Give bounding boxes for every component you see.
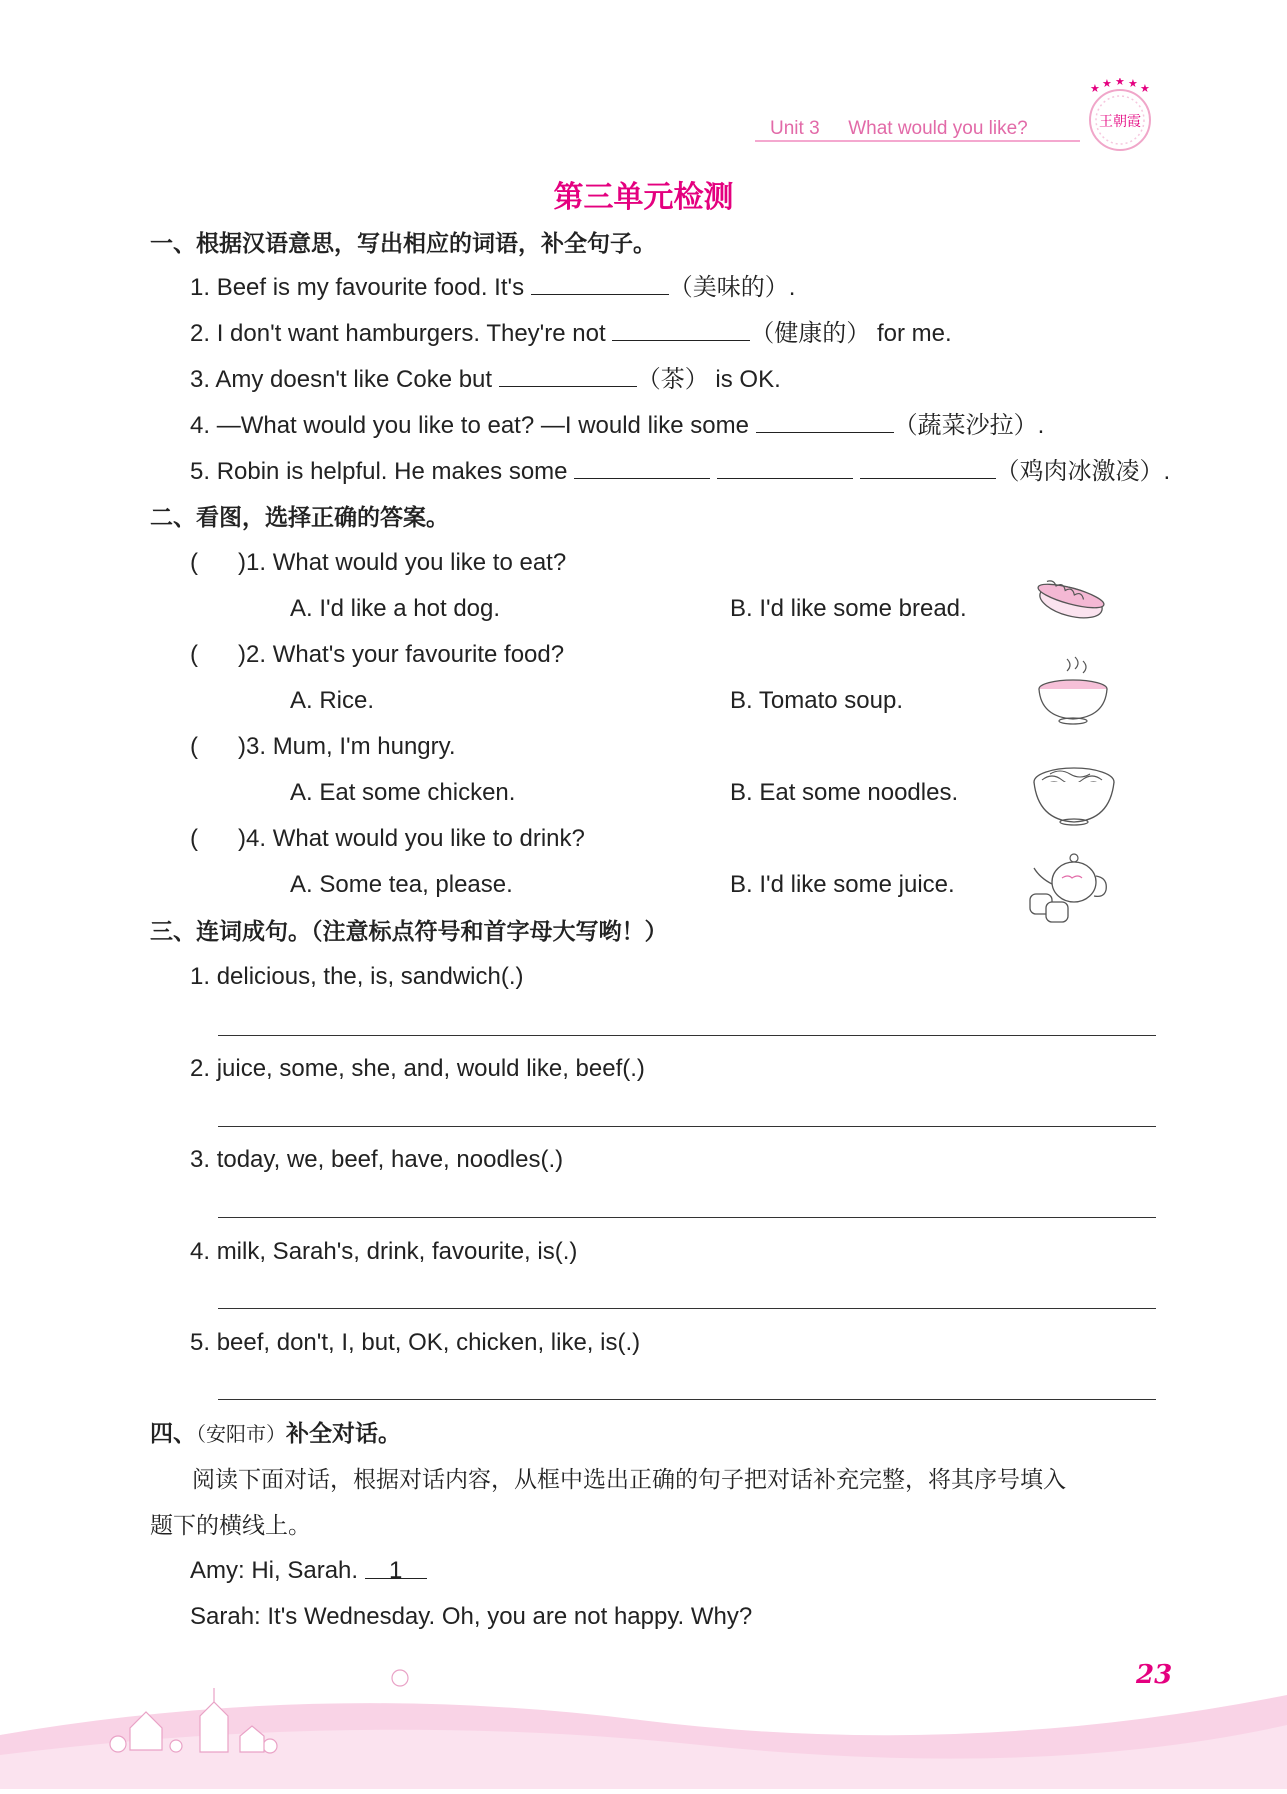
s2-option-b-4: B. I'd like some juice. (730, 871, 955, 898)
s1-blank-5a[interactable] (574, 456, 710, 479)
noodle-bowl-icon (1030, 760, 1118, 828)
unit-subtitle: What would you like? (848, 118, 1028, 139)
svg-text:★: ★ (1102, 78, 1112, 90)
section4-instruction-line2: 题下的横线上。 (150, 1512, 311, 1538)
s3-answer-line-4[interactable] (218, 1308, 1156, 1309)
s3-answer-line-1[interactable] (218, 1035, 1156, 1036)
s2-question-1: ( )1. What would you like to eat? (190, 549, 567, 576)
section4-heading: 四、（安阳市）补全对话。 (150, 1420, 401, 1446)
s3-item-1: 1. delicious, the, is, sandwich(.) (190, 963, 524, 990)
s3-answer-line-5[interactable] (218, 1399, 1156, 1400)
answer-paren[interactable]: ( ) (190, 641, 246, 668)
soup-bowl-icon (1035, 655, 1111, 727)
page-number: 23 (1136, 1660, 1173, 1690)
page-header (770, 118, 1028, 140)
s3-answer-line-3[interactable] (218, 1217, 1156, 1218)
s3-answer-line-2[interactable] (218, 1126, 1156, 1127)
s2-option-a-2: A. Rice. (290, 687, 375, 714)
hot-dog-icon (1035, 572, 1107, 624)
s2-question-4: ( )4. What would you like to drink? (190, 825, 585, 852)
logo-text: 王朝霞 (1099, 114, 1141, 130)
section2-heading: 二、看图，选择正确的答案。 (150, 504, 449, 530)
s2-option-b-1: B. I'd like some bread. (730, 595, 967, 622)
s2-option-b-3: B. Eat some noodles. (730, 779, 959, 806)
page-title: 第三单元检测 (553, 180, 734, 215)
answer-paren[interactable]: ( ) (190, 549, 246, 576)
s1-item-5: 5. Robin is helpful. He makes some （鸡肉冰激凌）. (190, 458, 1171, 485)
s2-option-a-3: A. Eat some chicken. (290, 779, 516, 806)
s2-question-2: ( )2. What's your favourite food? (190, 641, 565, 668)
dialogue-line-2: Sarah: It's Wednesday. Oh, you are not happy. Why? (190, 1603, 753, 1630)
s3-item-5: 5. beef, don't, I, but, OK, chicken, like, is(.) (190, 1329, 641, 1356)
section3-heading: 三、连词成句。（注意标点符号和首字母大写哟！） (150, 918, 668, 944)
s1-blank-2[interactable] (612, 318, 750, 341)
s1-blank-5c[interactable] (860, 456, 996, 479)
footer-wave (0, 1640, 1287, 1789)
section4-instruction-line1: 阅读下面对话，根据对话内容，从框中选出正确的句子把对话补充完整，将其序号填入 (192, 1466, 1066, 1492)
section1-heading: 一、根据汉语意思，写出相应的词语，补全句子。 (150, 230, 656, 256)
teapot-icon (1024, 848, 1110, 926)
s3-item-2: 2. juice, some, she, and, would like, beef(.) (190, 1055, 645, 1082)
s1-item-1: 1. Beef is my favourite food. It's （美味的）. (190, 274, 796, 301)
svg-text:★: ★ (1115, 78, 1125, 88)
dialogue-line-1: Amy: Hi, Sarah. 1 (190, 1556, 427, 1586)
s2-option-a-4: A. Some tea, please. (290, 871, 513, 898)
dialogue-blank-1[interactable]: 1 (365, 1556, 427, 1579)
s1-blank-3[interactable] (499, 364, 637, 387)
s1-blank-5b[interactable] (717, 456, 853, 479)
s2-question-3: ( )3. Mum, I'm hungry. (190, 733, 456, 760)
svg-text:★: ★ (1140, 83, 1150, 95)
unit-label: Unit 3 (770, 118, 820, 139)
s1-item-2: 2. I don't want hamburgers. They're not （健康的） for me. (190, 320, 952, 347)
answer-paren[interactable]: ( ) (190, 825, 246, 852)
s1-item-3: 3. Amy doesn't like Coke but （茶） is OK. (190, 366, 781, 393)
s3-item-4: 4. milk, Sarah's, drink, favourite, is(.) (190, 1238, 578, 1265)
answer-paren[interactable]: ( ) (190, 733, 246, 760)
svg-text:★: ★ (1128, 78, 1138, 90)
publisher-logo (1082, 78, 1158, 154)
s3-item-3: 3. today, we, beef, have, noodles(.) (190, 1146, 564, 1173)
source-tag: （安阳市） (196, 1424, 286, 1446)
s1-item-4: 4. —What would you like to eat? —I would like some （蔬菜沙拉）. (190, 412, 1045, 439)
s2-option-b-2: B. Tomato soup. (730, 687, 903, 714)
s2-option-a-1: A. I'd like a hot dog. (290, 595, 501, 622)
s1-blank-1[interactable] (531, 272, 669, 295)
s1-blank-4[interactable] (756, 410, 894, 433)
svg-text:★: ★ (1090, 83, 1100, 95)
header-rule (755, 140, 1080, 142)
